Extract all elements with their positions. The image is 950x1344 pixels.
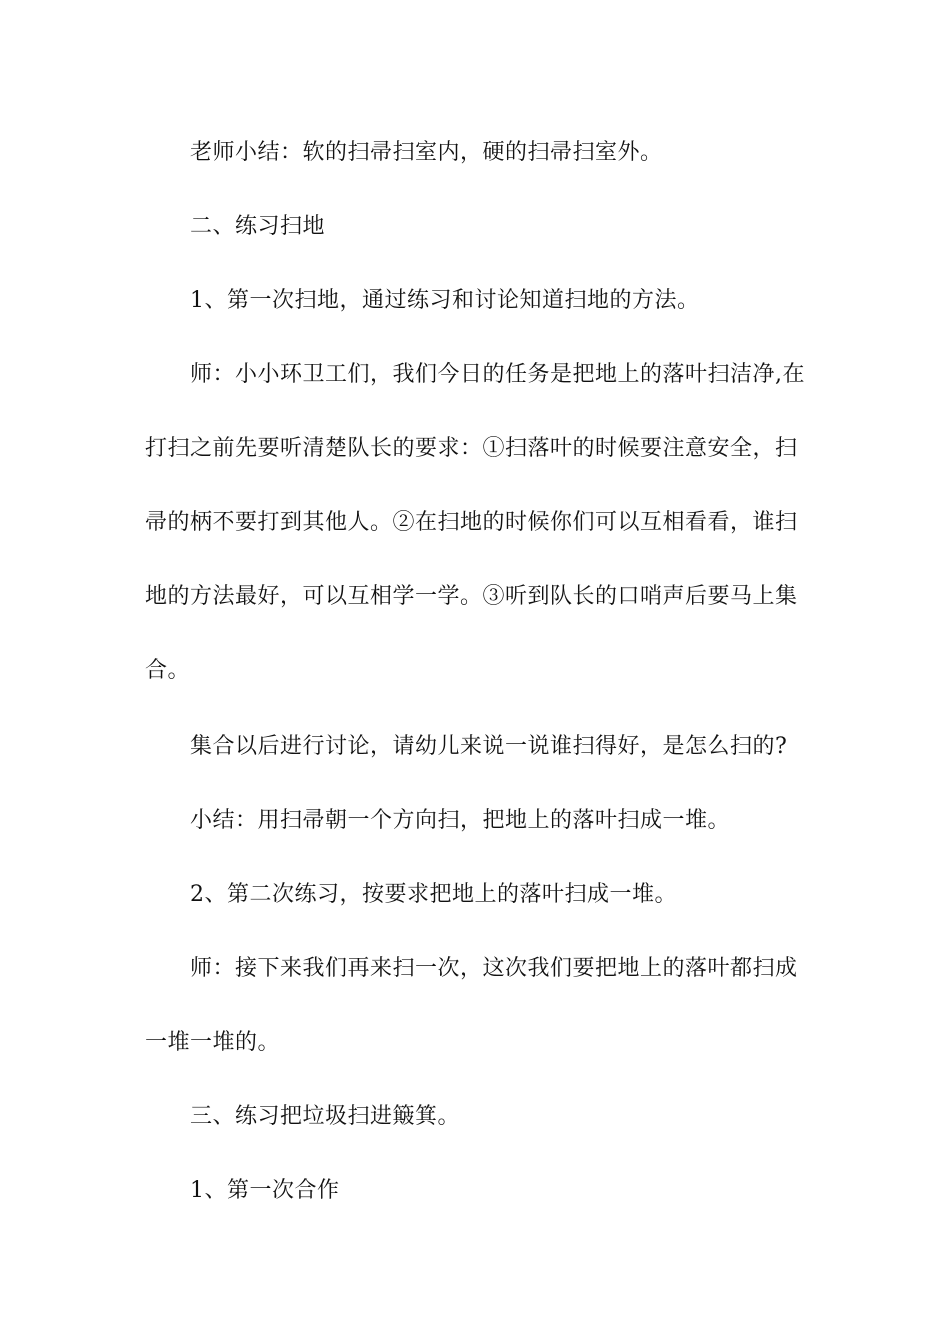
step-first-sweep: 1、第一次扫地，通过练习和讨论知道扫地的方法。 [190, 288, 700, 313]
paragraph-discussion: 集合以后进行讨论，请幼儿来说一说谁扫得好，是怎么扫的? [190, 734, 788, 759]
step-second-practice: 2、第二次练习，按要求把地上的落叶扫成一堆。 [190, 882, 677, 907]
paragraph-teacher-instructions-line-4: 地的方法最好，可以互相学一学。③听到队长的口哨声后要马上集 [145, 584, 798, 609]
section-heading-dustpan: 三、练习把垃圾扫进簸箕。 [190, 1104, 461, 1129]
paragraph-teacher-instructions-line-5: 合。 [145, 658, 191, 683]
paragraph-teacher-instructions-line-2: 打扫之前先要听清楚队长的要求：①扫落叶的时候要注意安全，扫 [145, 436, 798, 461]
section-heading-practice-sweeping: 二、练习扫地 [190, 214, 326, 239]
paragraph-teacher-summary: 老师小结：软的扫帚扫室内，硬的扫帚扫室外。 [190, 140, 663, 165]
step-first-cooperation: 1、第一次合作 [190, 1178, 340, 1203]
paragraph-teacher-instructions-line-3: 帚的柄不要打到其他人。②在扫地的时候你们可以互相看看，谁扫 [145, 510, 798, 535]
paragraph-summary: 小结：用扫帚朝一个方向扫，把地上的落叶扫成一堆。 [190, 808, 731, 833]
paragraph-teacher-next-line-1: 师：接下来我们再来扫一次，这次我们要把地上的落叶都扫成 [190, 956, 798, 981]
paragraph-teacher-next-line-2: 一堆一堆的。 [145, 1030, 281, 1055]
paragraph-teacher-instructions-line-1: 师：小小环卫工们，我们今日的任务是把地上的落叶扫洁净,在 [190, 362, 805, 387]
